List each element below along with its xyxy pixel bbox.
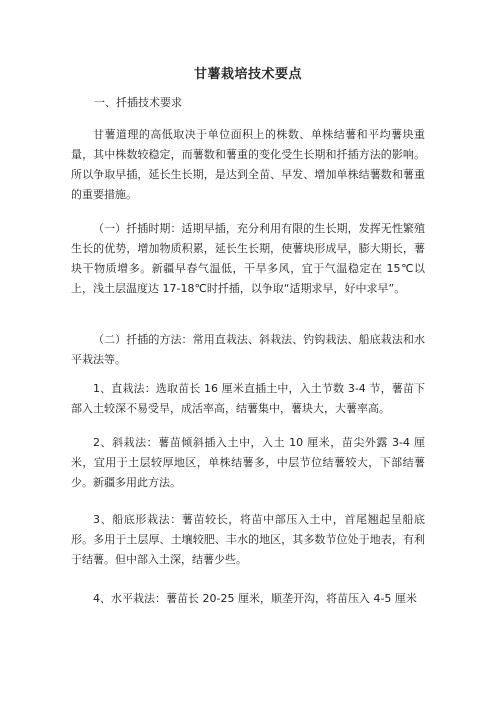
document-title: 甘薯栽培技术要点 bbox=[193, 67, 302, 82]
paragraph-oblique-planting: 2、斜栽法：薯苗倾斜插入土中，入土 10 厘米，苗尖外露 3-4 厘米，宜用于土层较厚地区，单株结薯多，中层节位结薯较大，下部结薯少。新疆多用此方法。 bbox=[71, 436, 425, 489]
paragraph-straight-planting: 1、直栽法：选取苗长 16 厘米直插土中，入土节数 3-4 节，薯苗下部入土较深不易受旱，成活率高，结薯集中，薯块大，大薯率高。 bbox=[71, 382, 425, 415]
paragraph-boat-bottom-planting: 3、船底形栽法：薯苗较长，将苗中部压入土中，首尾翘起呈船底形。多用于土层厚、土壤较肥、丰水的地区，其多数节位处于地表，有利于结薯。但中部入土深，结薯少些。 bbox=[71, 513, 425, 566]
section-heading: 一、扦插技术要求 bbox=[94, 96, 182, 109]
paragraph-planting-methods: （二）扦插的方法：常用直栽法、斜栽法、钓钩栽法、船底栽法和水平栽法等。 bbox=[71, 333, 425, 366]
paragraph-intro: 甘薯道理的高低取决于单位面积上的株数、单株结薯和平均薯块重量，其中株数较稳定，而薯数和薯重的变化受生长期和扦插方法的影响。所以争取早插，延长生长期，是达到全苗、早发、增加单株结薯数和薯重的重要措施。 bbox=[71, 128, 425, 201]
paragraph-horizontal-planting: 4、水平栽法：薯苗长 20-25 厘米，顺垄开沟，将苗压入 4-5 厘米 bbox=[93, 592, 417, 605]
paragraph-planting-time: （一）扦插时期：适期早插，充分利用有限的生长期，发挥无性繁殖生长的优势，增加物质积累，延长生长期，使薯块形成早，膨大期长，薯块干物质增多。新疆早春气温低，干旱多风，宜于气温稳定在 15℃以上，浅土层温度达 17-18℃时扦插，以争取“适期求早，好中求早”。 bbox=[71, 222, 425, 295]
